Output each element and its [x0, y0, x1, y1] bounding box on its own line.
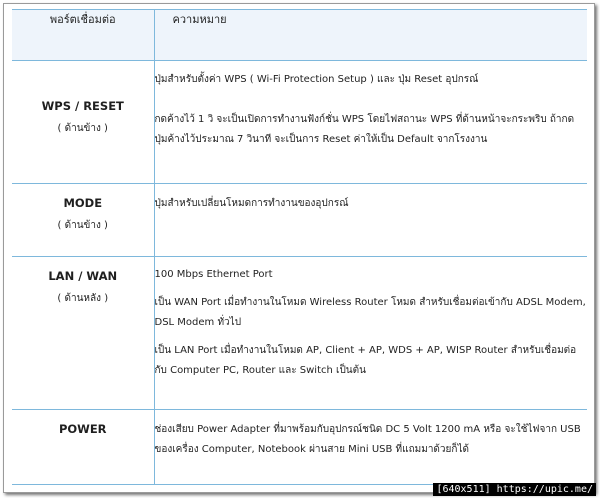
- port-name: LAN / WAN: [48, 269, 118, 283]
- port-name: WPS / RESET: [41, 99, 124, 113]
- port-cell: [12, 257, 154, 410]
- description-cell: [154, 184, 587, 257]
- description-text: เป็น LAN Port เมื่อทำงานในโหมด AP, Client + AP, WDS + AP, WISP Router สำหรับเชื่อมต่อกับ Computer PC, Router และ Switch เป็นต้น: [154, 345, 577, 376]
- description-cell: [154, 61, 587, 184]
- description-text: กดค้างไว้ 1 วิ จะเป็นเปิดการทำงานฟังก์ชั่น WPS โดยไฟสถานะ WPS ที่ด้านหน้าจะกระพริบ ถ้ากดปุ่มค้างไว้ประมาณ 7 วินาที จะเป็นการ Reset ค่าให้เป็น Default จากโรงงาน: [154, 114, 575, 145]
- port-position: ( ด้านข้าง ): [57, 123, 108, 134]
- description-text: ปุ่มสำหรับตั้งค่า WPS ( Wi-Fi Protection Setup ) และ ปุ่ม Reset อุปกรณ์: [154, 74, 479, 85]
- watermark-label: [640x511] https://upic.me/: [433, 483, 596, 496]
- port-name: POWER: [58, 422, 107, 436]
- port-position: ( ด้านข้าง ): [57, 220, 108, 231]
- table-header-row: [12, 10, 587, 61]
- description-text: 100 Mbps Ethernet Port: [154, 269, 273, 280]
- table-row: [12, 410, 587, 485]
- header-meaning: ความหมาย: [154, 10, 587, 61]
- header-port: พอร์ตเชื่อมต่อ: [12, 10, 154, 61]
- description-text: ปุ่มสำหรับเปลี่ยนโหมดการทำงานของอุปกรณ์: [154, 198, 349, 209]
- description-cell: [154, 410, 587, 485]
- description-cell: [154, 257, 587, 410]
- document-frame: [3, 3, 595, 493]
- table-row: [12, 184, 587, 257]
- port-cell: [12, 61, 154, 184]
- table-row: [12, 61, 587, 184]
- port-position: ( ด้านหลัง ): [57, 293, 109, 304]
- port-cell: [12, 410, 154, 485]
- table-row: [12, 257, 587, 410]
- description-text: ช่องเสียบ Power Adapter ที่มาพร้อมกับอุปกรณ์ชนิด DC 5 Volt 1200 mA หรือ จะใช้ไฟจาก USB ของเครื่อง Computer, Notebook ผ่านสาย Mini USB ที่แถมมาด้วยก็ได้: [154, 424, 581, 455]
- port-cell: [12, 184, 154, 257]
- port-name: MODE: [63, 196, 103, 210]
- port-table: [12, 9, 587, 485]
- description-text: เป็น WAN Port เมื่อทำงานในโหมด Wireless Router โหมด สำหรับเชื่อมต่อเข้ากับ ADSL Modem, DSL Modem ทั่วไป: [154, 297, 586, 328]
